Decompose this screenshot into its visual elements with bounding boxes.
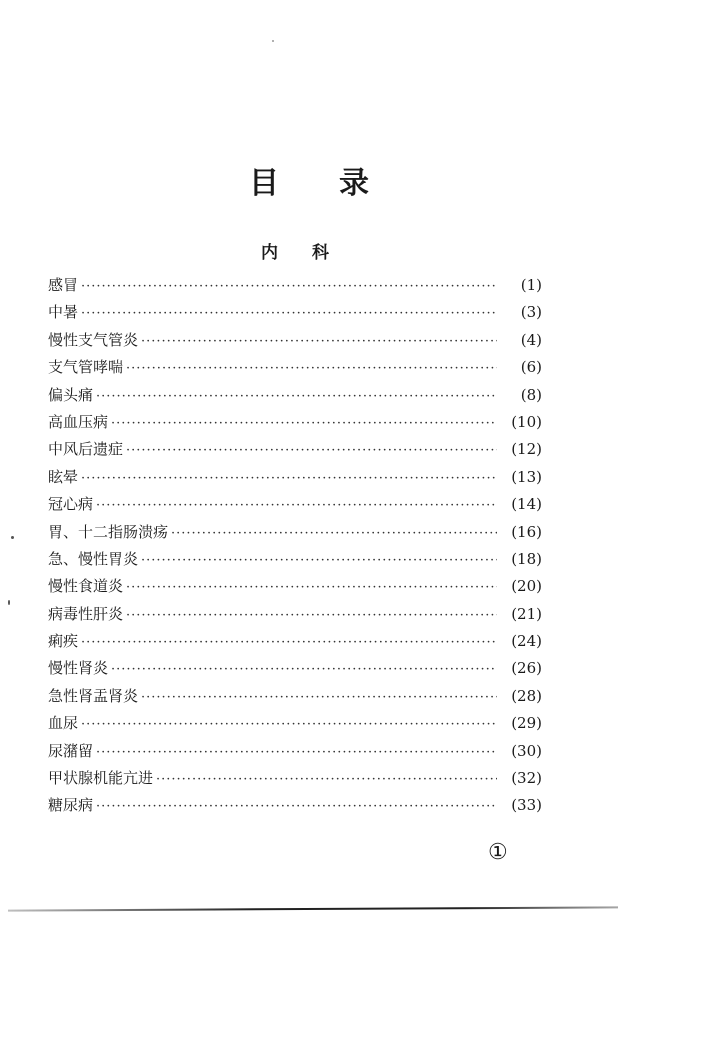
toc-entry-page: (26) — [511, 659, 542, 678]
toc-entry-page: (13) — [511, 467, 542, 486]
toc-entry — [48, 382, 542, 409]
toc-entry-label: 慢性肾炎 — [48, 659, 109, 678]
toc-leader-dots — [141, 684, 497, 711]
toc-entry — [48, 710, 542, 737]
scan-speck — [11, 536, 14, 539]
toc-entry — [48, 628, 542, 655]
toc-leader-dots — [81, 300, 497, 327]
toc-leader-dots — [126, 574, 497, 601]
toc-entry-label: 慢性食道炎 — [48, 577, 124, 596]
toc-entry-label: 慢性支气管炎 — [48, 330, 139, 349]
toc-leader-dots — [96, 793, 497, 820]
toc-entry-label: 偏头痛 — [48, 385, 94, 404]
toc-entry-page: (10) — [511, 412, 542, 431]
toc-entry-label: 糖尿病 — [48, 796, 94, 815]
toc-leader-dots — [96, 739, 497, 766]
section-heading-char: 内 — [261, 243, 278, 263]
toc-entry-label: 尿潴留 — [48, 741, 94, 760]
toc-entry-label: 胃、十二指肠溃疡 — [48, 522, 169, 541]
toc-entry-page: (14) — [511, 495, 542, 514]
toc-leader-dots — [81, 629, 497, 656]
toc-entry — [48, 519, 542, 546]
toc-entry — [48, 491, 542, 518]
toc-entry-page: (20) — [511, 577, 542, 596]
toc-entry — [48, 765, 542, 792]
toc-entry — [48, 327, 542, 354]
toc-entry-page: (33) — [511, 796, 542, 815]
toc-entry-label: 痢疾 — [48, 632, 79, 651]
toc-leader-dots — [96, 492, 497, 519]
toc-leader-dots — [96, 383, 497, 410]
bottom-rule — [8, 906, 618, 911]
toc-entry — [48, 464, 542, 491]
toc-entry — [48, 573, 542, 600]
section-heading-char: 科 — [312, 243, 329, 263]
table-of-contents — [48, 272, 542, 820]
toc-entry — [48, 738, 542, 765]
toc-entry — [48, 299, 542, 326]
toc-entry — [48, 683, 542, 710]
toc-entry — [48, 655, 542, 682]
scan-speck — [272, 40, 274, 42]
toc-entry — [48, 409, 542, 436]
scan-speck — [8, 600, 10, 605]
toc-entry-label: 中暑 — [48, 303, 79, 322]
toc-entry — [48, 792, 542, 819]
toc-entry-page: (21) — [511, 604, 542, 623]
toc-leader-dots — [126, 437, 497, 464]
toc-entry-page: (8) — [520, 385, 542, 404]
toc-entry-page: (24) — [511, 632, 542, 651]
toc-entry-label: 急、慢性胃炎 — [48, 549, 139, 568]
toc-entry-label: 感冒 — [48, 276, 79, 294]
toc-entry-page: (28) — [511, 686, 542, 705]
toc-entry-page: (29) — [511, 714, 542, 733]
toc-entry-label: 病毒性肝炎 — [48, 604, 124, 623]
toc-entry-page: (12) — [511, 440, 542, 459]
toc-leader-dots — [156, 766, 497, 793]
toc-entry-label: 急性肾盂肾炎 — [48, 686, 139, 705]
toc-entry-page: (3) — [520, 303, 542, 322]
page-title-char: 录 — [339, 166, 371, 201]
toc-leader-dots — [111, 410, 497, 437]
toc-leader-dots — [126, 355, 497, 382]
toc-entry-label: 眩晕 — [48, 467, 79, 486]
toc-entry-page: (30) — [511, 741, 542, 760]
toc-entry — [48, 354, 542, 381]
toc-entry-page: (1) — [520, 276, 542, 294]
toc-leader-dots — [126, 602, 497, 629]
toc-leader-dots — [111, 656, 497, 683]
toc-entry-label: 冠心病 — [48, 495, 94, 514]
toc-entry-page: (18) — [511, 549, 542, 568]
toc-leader-dots — [81, 711, 497, 738]
toc-entry — [48, 546, 542, 573]
toc-leader-dots — [141, 328, 497, 355]
toc-leader-dots — [141, 547, 497, 574]
toc-leader-dots — [81, 465, 497, 492]
toc-entry — [48, 601, 542, 628]
toc-entry-label: 中风后遗症 — [48, 440, 124, 459]
toc-entry-page: (6) — [520, 358, 542, 377]
toc-entry-page: (16) — [511, 522, 542, 541]
toc-leader-dots — [171, 520, 497, 547]
toc-entry-label: 血尿 — [48, 714, 79, 733]
page-title-char: 目 — [249, 166, 281, 201]
page-folio: ① — [488, 840, 508, 865]
toc-entry-page: (4) — [520, 330, 542, 349]
toc-entry — [48, 272, 542, 299]
toc-entry-label: 甲状腺机能亢进 — [48, 769, 154, 788]
section-heading — [0, 238, 590, 263]
toc-leader-dots — [81, 273, 497, 300]
toc-entry-page: (32) — [511, 769, 542, 788]
toc-entry-label: 高血压病 — [48, 412, 109, 431]
toc-entry-label: 支气管哮喘 — [48, 358, 124, 377]
page-title — [0, 158, 620, 202]
toc-entry — [48, 436, 542, 463]
